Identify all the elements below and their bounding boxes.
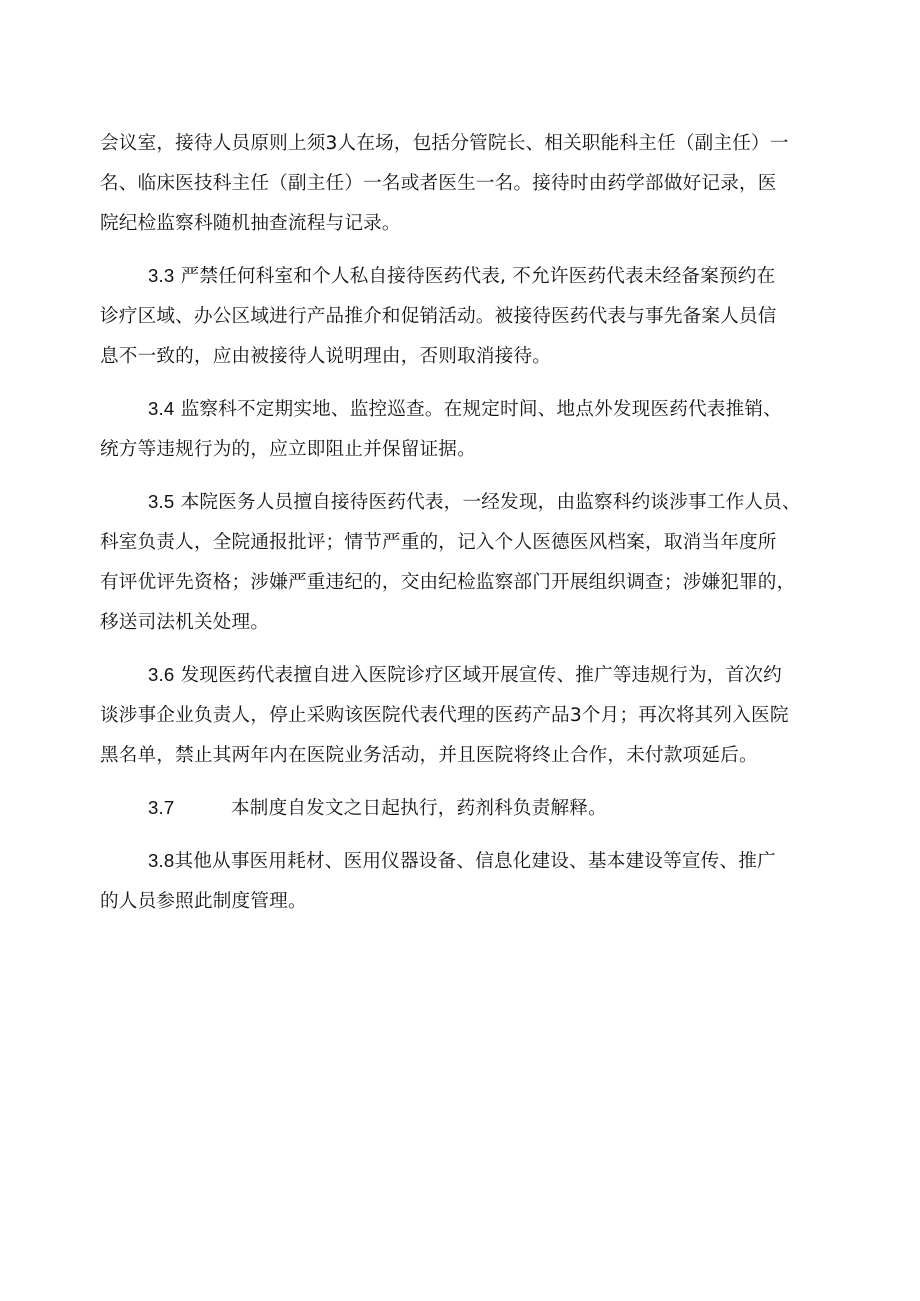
text-line: 息不一致的，应由被接待人说明理由，否则取消接待。: [100, 346, 552, 367]
text-line: 黑名单，禁止其两年内在医院业务活动，并且医院将终止合作，未付款项延后。: [100, 745, 758, 766]
text-line: 院纪检监察科随机抽查流程与记录。: [100, 213, 401, 234]
text-line: 有评优评先资格；涉嫌严重违纪的，交由纪检监察部门开展组织调查；涉嫌犯罪的，: [100, 572, 796, 593]
paragraph-3-4: [100, 389, 835, 470]
text-line: 本制度自发文之日起执行，药剂科负责解释。: [231, 798, 607, 819]
clause-number: 3.8: [148, 850, 175, 871]
clause-number: 3.5: [148, 491, 175, 512]
paragraph-3-7: [100, 788, 835, 829]
text-line: 其他从事医用耗材、医用仪器设备、信息化建设、基本建设等宣传、推广: [174, 851, 776, 872]
paragraph-3-6: [100, 655, 835, 776]
paragraph-3-8: [100, 841, 835, 922]
paragraph-continuation: [100, 124, 835, 244]
text-line: 统方等违规行为的，应立即阻止并保留证据。: [100, 439, 476, 460]
text-line: 诊疗区域、办公区域进行产品推介和促销活动。被接待医药代表与事先备案人员信: [100, 306, 777, 327]
text-line: 的人员参照此制度管理。: [100, 891, 307, 912]
clause-number: 3.4: [148, 398, 175, 419]
paragraph-3-5: [100, 482, 835, 643]
text-line: 谈涉事企业负责人，停止采购该医院代表代理的医药产品3个月；再次将其列入医院: [100, 705, 789, 726]
text-line: 移送司法机关处理。: [100, 612, 270, 633]
clause-number: 3.6: [148, 664, 175, 685]
paragraph-3-3: [100, 256, 835, 377]
text-line: 科室负责人，全院通报批评；情节严重的，记入个人医德医风档案，取消当年度所: [100, 532, 777, 553]
text-line: 严禁任何科室和个人私自接待医药代表, 不允许医药代表未经备案预约在: [174, 266, 776, 287]
text-line: 本院医务人员擅自接待医药代表，一经发现，由监察科约谈涉事工作人员、: [174, 492, 801, 513]
text-line: 发现医药代表擅自进入医院诊疗区域开展宣传、推广等违规行为，首次约: [174, 665, 782, 686]
text-line: 会议室，接待人员原则上须3人在场，包括分管院长、相关职能科主任（副主任）一: [100, 133, 789, 154]
document-body: [100, 124, 835, 922]
clause-number: 3.3: [148, 265, 175, 286]
clause-number: 3.7: [148, 797, 175, 818]
text-line: 监察科不定期实地、监控巡查。在规定时间、地点外发现医药代表推销、: [174, 399, 782, 420]
text-line: 名、临床医技科主任（副主任）一名或者医生一名。接待时由药学部做好记录，医: [100, 173, 777, 194]
